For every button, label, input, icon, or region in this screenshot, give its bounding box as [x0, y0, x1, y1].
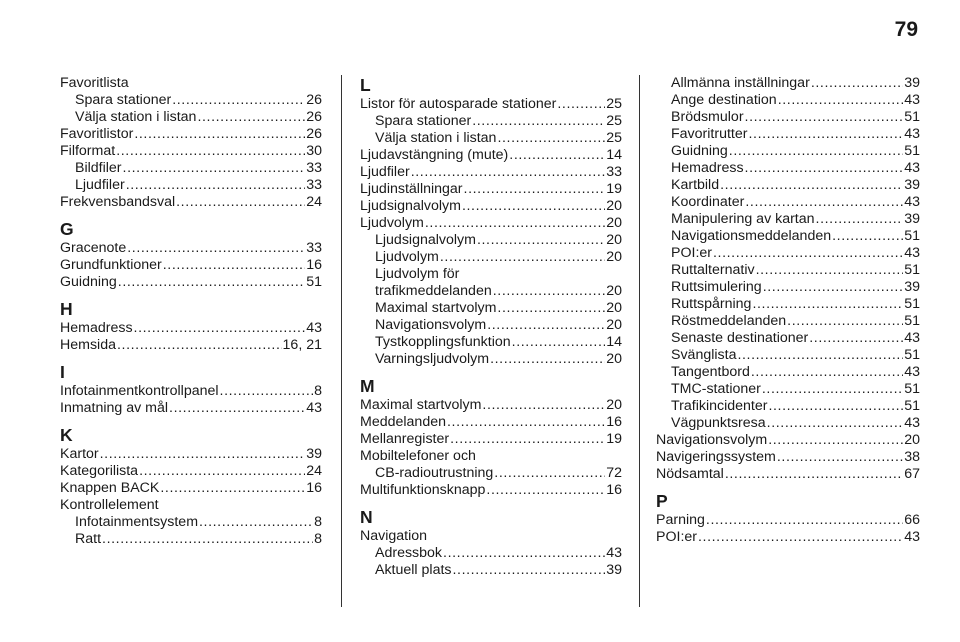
- entry-term: Vägpunktsresa: [671, 415, 766, 431]
- index-subentry: [360, 545, 622, 562]
- page-reference: 20: [606, 317, 622, 333]
- dot-leader: [512, 334, 606, 351]
- page-reference: 16: [606, 414, 622, 430]
- dot-leader: [698, 529, 903, 546]
- entry-term: Spara stationer: [75, 92, 172, 108]
- index-subentry: [360, 334, 622, 351]
- entry-term: Spara stationer: [375, 113, 472, 129]
- index-subentry: [360, 300, 622, 317]
- entry-term: Svänglista: [671, 347, 737, 363]
- dot-leader: [100, 446, 306, 463]
- index-letter-heading: L: [360, 75, 371, 95]
- index-entry: [60, 480, 322, 497]
- index-subentry: [360, 465, 622, 482]
- dot-leader: [811, 75, 903, 92]
- entry-term: Ljudsignalvolym: [360, 198, 461, 214]
- index-entry: [360, 147, 622, 164]
- entry-term: Tangentbord: [671, 364, 750, 380]
- page-reference: 33: [306, 160, 322, 176]
- dot-leader: [777, 449, 903, 466]
- page-reference: 43: [904, 126, 920, 142]
- dot-leader: [745, 194, 903, 211]
- index-entry: [60, 274, 322, 291]
- entry-term: Navigationsmeddelanden: [671, 228, 832, 244]
- entry-term: Välja station i listan: [75, 109, 197, 125]
- dot-leader: [713, 245, 903, 262]
- index-entry: [360, 482, 622, 499]
- dot-leader: [450, 431, 605, 448]
- entry-term: POI:er: [656, 529, 697, 545]
- dot-leader: [493, 283, 605, 300]
- page-reference: 51: [904, 109, 920, 125]
- page-reference: 39: [904, 279, 920, 295]
- index-heading: Mobiltelefoner och: [360, 448, 476, 464]
- page-reference: 43: [904, 194, 920, 210]
- index-entry: [656, 512, 920, 529]
- dot-leader: [172, 92, 305, 109]
- dot-leader: [440, 249, 605, 266]
- page-reference: 20: [606, 215, 622, 231]
- index-subentry: [60, 531, 322, 548]
- page-reference: 20: [606, 232, 622, 248]
- index-entry: [656, 529, 920, 546]
- entry-term: Meddelanden: [360, 414, 446, 430]
- page-reference: 26: [306, 109, 322, 125]
- dot-leader: [472, 113, 605, 130]
- entry-term: Kartbild: [671, 177, 720, 193]
- dot-leader: [745, 160, 904, 177]
- index-entry: [60, 400, 322, 417]
- index-entry: [360, 198, 622, 215]
- page-reference: 20: [606, 300, 622, 316]
- page-reference: 67: [904, 466, 920, 482]
- page-reference: 39: [606, 562, 622, 578]
- dot-leader: [725, 466, 903, 483]
- dot-leader: [464, 181, 606, 198]
- index-letter-heading: H: [60, 299, 73, 319]
- index-entry: [360, 414, 622, 431]
- dot-leader: [123, 160, 306, 177]
- entry-term: Hemsida: [60, 337, 116, 353]
- dot-leader: [745, 109, 904, 126]
- index-subentry: [360, 113, 622, 130]
- dot-leader: [411, 164, 606, 181]
- dot-leader: [737, 347, 903, 364]
- index-subentry: [656, 228, 920, 245]
- page-reference: 51: [904, 143, 920, 159]
- index-subentry: [360, 232, 622, 249]
- entry-term: Ljudvolym: [360, 215, 424, 231]
- page-reference: 19: [606, 431, 622, 447]
- entry-term: Parning: [656, 512, 705, 528]
- index-subentry: [656, 75, 920, 92]
- dot-leader: [134, 126, 305, 143]
- page-reference: 25: [606, 96, 622, 112]
- dot-leader: [490, 351, 605, 368]
- index-subentry: [656, 398, 920, 415]
- entry-term: Navigationsvolym: [656, 432, 768, 448]
- page-reference: 33: [306, 240, 322, 256]
- index-subentry: [60, 92, 322, 109]
- dot-leader: [139, 463, 305, 480]
- index-letter-heading: I: [60, 362, 65, 382]
- page-reference: 26: [306, 126, 322, 142]
- dot-leader: [486, 482, 605, 499]
- dot-leader: [425, 215, 605, 232]
- index-entry: [360, 96, 622, 113]
- dot-leader: [453, 562, 606, 579]
- entry-term: Koordinater: [671, 194, 745, 210]
- page-reference: 43: [904, 330, 920, 346]
- dot-leader: [462, 198, 605, 215]
- index-entry: [360, 431, 622, 448]
- entry-term: Senaste destinationer: [671, 330, 809, 346]
- page-reference: 43: [606, 545, 622, 561]
- index-subentry: [656, 296, 920, 313]
- index-subentry: [656, 126, 920, 143]
- index-entry: [60, 446, 322, 463]
- page-reference: 39: [904, 211, 920, 227]
- dot-leader: [706, 512, 903, 529]
- index-heading: Favoritlista: [60, 75, 129, 91]
- index-heading: Ljudvolym för: [375, 266, 460, 282]
- index-subentry: [656, 177, 920, 194]
- index-entry: [360, 164, 622, 181]
- entry-term: Ljudvolym: [375, 249, 439, 265]
- page-reference: 43: [904, 415, 920, 431]
- dot-leader: [494, 465, 605, 482]
- entry-term: Infotainmentsystem: [75, 514, 199, 530]
- index-subentry: [656, 313, 920, 330]
- page-reference: 14: [606, 147, 622, 163]
- entry-term: Ljudinställningar: [360, 181, 463, 197]
- index-subentry: [360, 130, 622, 147]
- dot-leader: [751, 364, 903, 381]
- index-entry: [60, 240, 322, 257]
- index-subentry: [60, 177, 322, 194]
- index-heading: Navigation: [360, 528, 428, 544]
- page-reference: 39: [904, 75, 920, 91]
- entry-term: POI:er: [671, 245, 712, 261]
- dot-leader: [220, 383, 314, 400]
- entry-term: trafikmeddelanden: [375, 283, 492, 299]
- entry-term: Hemadress: [671, 160, 744, 176]
- index-subentry: [360, 351, 622, 368]
- entry-term: Ratt: [75, 531, 102, 547]
- dot-leader: [102, 531, 313, 548]
- page-reference: 26: [306, 92, 322, 108]
- page-reference: 66: [904, 512, 920, 528]
- index-subentry: [656, 194, 920, 211]
- page-reference: 20: [606, 198, 622, 214]
- entry-term: Nödsamtal: [656, 466, 724, 482]
- page-reference: 25: [606, 130, 622, 146]
- entry-term: Trafikincidenter: [671, 398, 768, 414]
- entry-term: Mellanregister: [360, 431, 450, 447]
- entry-term: Brödsmulor: [671, 109, 744, 125]
- index-entry: [60, 257, 322, 274]
- index-entry: [60, 383, 322, 400]
- entry-term: Välja station i listan: [375, 130, 497, 146]
- dot-leader: [117, 337, 282, 354]
- page-reference: 24: [306, 463, 322, 479]
- page-reference: 72: [606, 465, 622, 481]
- index-subentry: [656, 381, 920, 398]
- page-reference: 20: [606, 283, 622, 299]
- entry-term: Tystkopplingsfunktion: [375, 334, 511, 350]
- index-subentry: [656, 279, 920, 296]
- index-letter-heading: K: [60, 425, 73, 445]
- entry-term: Ange destination: [671, 92, 777, 108]
- entry-term: Ruttsimulering: [671, 279, 762, 295]
- index-entry: [60, 194, 322, 211]
- dot-leader: [778, 92, 904, 109]
- entry-term: Knappen BACK: [60, 480, 160, 496]
- index-entry: [60, 463, 322, 480]
- page-reference: 43: [904, 245, 920, 261]
- index-subentry: [360, 317, 622, 334]
- page-reference: 25: [606, 113, 622, 129]
- entry-term: Ruttalternativ: [671, 262, 755, 278]
- dot-leader: [768, 398, 903, 415]
- dot-leader: [477, 232, 605, 249]
- dot-leader: [767, 415, 904, 432]
- index-subentry: [656, 330, 920, 347]
- index-subentry: [360, 283, 622, 300]
- dot-leader: [756, 262, 904, 279]
- page-reference: 33: [306, 177, 322, 193]
- page-reference: 8: [314, 514, 322, 530]
- page-reference: 33: [606, 164, 622, 180]
- dot-leader: [720, 177, 903, 194]
- entry-term: Navigeringssystem: [656, 449, 776, 465]
- dot-leader: [160, 480, 305, 497]
- index-subentry: [656, 109, 920, 126]
- page-reference: 51: [904, 398, 920, 414]
- index-letter-heading: G: [60, 219, 74, 239]
- index-subentry: [656, 143, 920, 160]
- column-divider: [639, 75, 640, 607]
- entry-term: Ljudsignalvolym: [375, 232, 476, 248]
- dot-leader: [487, 317, 605, 334]
- entry-term: Navigationsvolym: [375, 317, 487, 333]
- page-reference: 16: [306, 257, 322, 273]
- dot-leader: [832, 228, 903, 245]
- index-subentry: [656, 347, 920, 364]
- entry-term: Aktuell plats: [375, 562, 452, 578]
- index-entry: [656, 449, 920, 466]
- entry-term: Ljudavstängning (mute): [360, 147, 509, 163]
- page-reference: 43: [904, 160, 920, 176]
- index-entry: [60, 337, 322, 354]
- index-entry: [60, 320, 322, 337]
- entry-term: Kartor: [60, 446, 99, 462]
- index-subentry: [656, 364, 920, 381]
- dot-leader: [763, 279, 904, 296]
- entry-term: Hemadress: [60, 320, 133, 336]
- index-subentry: [60, 160, 322, 177]
- page-reference: 24: [306, 194, 322, 210]
- dot-leader: [762, 381, 903, 398]
- dot-leader: [163, 257, 305, 274]
- page-reference: 51: [904, 313, 920, 329]
- index-subentry: [360, 249, 622, 266]
- entry-term: Varningsljudvolym: [375, 351, 490, 367]
- page-reference: 43: [306, 400, 322, 416]
- page-reference: 51: [904, 381, 920, 397]
- page-reference: 43: [904, 529, 920, 545]
- entry-term: Bildfiler: [75, 160, 122, 176]
- dot-leader: [169, 400, 305, 417]
- dot-leader: [199, 514, 313, 531]
- page-reference: 16: [306, 480, 322, 496]
- entry-term: Guidning: [671, 143, 728, 159]
- dot-leader: [497, 130, 605, 147]
- index-heading: Kontrollelement: [60, 497, 159, 513]
- index-entry: [656, 432, 920, 449]
- entry-term: Frekvensbandsval: [60, 194, 176, 210]
- index-subentry: [60, 514, 322, 531]
- entry-term: TMC-stationer: [671, 381, 761, 397]
- index-entry: [656, 466, 920, 483]
- page-reference: 8: [314, 383, 322, 399]
- entry-term: Manipulering av kartan: [671, 211, 815, 227]
- entry-term: Ruttspårning: [671, 296, 752, 312]
- entry-term: Infotainmentkontrollpanel: [60, 383, 219, 399]
- dot-leader: [816, 211, 904, 228]
- dot-leader: [447, 414, 605, 431]
- dot-leader: [509, 147, 605, 164]
- index-entry: [360, 397, 622, 414]
- entry-term: Gracenote: [60, 240, 127, 256]
- page-number: 79: [894, 18, 918, 41]
- index-column-3: [656, 75, 920, 546]
- dot-leader: [134, 320, 306, 337]
- page-reference: 43: [306, 320, 322, 336]
- page-reference: 43: [904, 364, 920, 380]
- index-subentry: [360, 562, 622, 579]
- dot-leader: [176, 194, 305, 211]
- entry-term: Grundfunktioner: [60, 257, 162, 273]
- page-reference: 8: [314, 531, 322, 547]
- column-divider: [341, 75, 342, 607]
- page-reference: 16: [606, 482, 622, 498]
- entry-term: Inmatning av mål: [60, 400, 169, 416]
- entry-term: Favoritrutter: [671, 126, 748, 142]
- dot-leader: [768, 432, 903, 449]
- entry-term: Kategorilista: [60, 463, 139, 479]
- page-reference: 51: [904, 347, 920, 363]
- page-reference: 39: [306, 446, 322, 462]
- entry-term: Röstmeddelanden: [671, 313, 787, 329]
- index-subentry: [656, 415, 920, 432]
- page-reference: 51: [306, 274, 322, 290]
- page-reference: 19: [606, 181, 622, 197]
- page-reference: 38: [904, 449, 920, 465]
- dot-leader: [197, 109, 305, 126]
- page-reference: 20: [904, 432, 920, 448]
- dot-leader: [126, 177, 306, 194]
- page-reference: 30: [306, 143, 322, 159]
- dot-leader: [118, 274, 305, 291]
- dot-leader: [748, 126, 903, 143]
- index-column-2: [360, 75, 622, 579]
- page-reference: 43: [904, 92, 920, 108]
- entry-term: Listor för autosparade stationer: [360, 96, 557, 112]
- index-column-1: [60, 75, 322, 548]
- entry-term: Multifunktionsknapp: [360, 482, 486, 498]
- dot-leader: [557, 96, 605, 113]
- index-letter-heading: M: [360, 376, 375, 396]
- entry-term: Adressbok: [375, 545, 443, 561]
- dot-leader: [729, 143, 903, 160]
- dot-leader: [482, 397, 605, 414]
- index-entry: [60, 143, 322, 160]
- page-reference: 51: [904, 228, 920, 244]
- dot-leader: [497, 300, 605, 317]
- page-reference: 20: [606, 351, 622, 367]
- entry-term: Ljudfiler: [360, 164, 410, 180]
- page-reference: 51: [904, 296, 920, 312]
- index-subentry: [656, 245, 920, 262]
- dot-leader: [809, 330, 903, 347]
- dot-leader: [116, 143, 305, 160]
- entry-term: Maximal startvolym: [375, 300, 497, 316]
- dot-leader: [443, 545, 605, 562]
- entry-term: Maximal startvolym: [360, 397, 482, 413]
- entry-term: Allmänna inställningar: [671, 75, 810, 91]
- page-reference: 20: [606, 397, 622, 413]
- entry-term: Filformat: [60, 143, 116, 159]
- entry-term: Favoritlistor: [60, 126, 134, 142]
- index-letter-heading: N: [360, 507, 373, 527]
- index-entry: [360, 215, 622, 232]
- dot-leader: [787, 313, 903, 330]
- entry-term: Guidning: [60, 274, 117, 290]
- dot-leader: [752, 296, 903, 313]
- index-subentry: [60, 109, 322, 126]
- dot-leader: [127, 240, 305, 257]
- index-entry: [360, 181, 622, 198]
- index-entry: [60, 126, 322, 143]
- page-reference: 51: [904, 262, 920, 278]
- index-subentry: [656, 211, 920, 228]
- index-letter-heading: P: [656, 491, 668, 511]
- page-reference: 14: [606, 334, 622, 350]
- index-subentry: [656, 160, 920, 177]
- page-reference: 16, 21: [282, 337, 322, 353]
- index-subentry: [656, 92, 920, 109]
- entry-term: CB-radioutrustning: [375, 465, 494, 481]
- entry-term: Ljudfiler: [75, 177, 125, 193]
- page-reference: 39: [904, 177, 920, 193]
- index-subentry: [656, 262, 920, 279]
- page-reference: 20: [606, 249, 622, 265]
